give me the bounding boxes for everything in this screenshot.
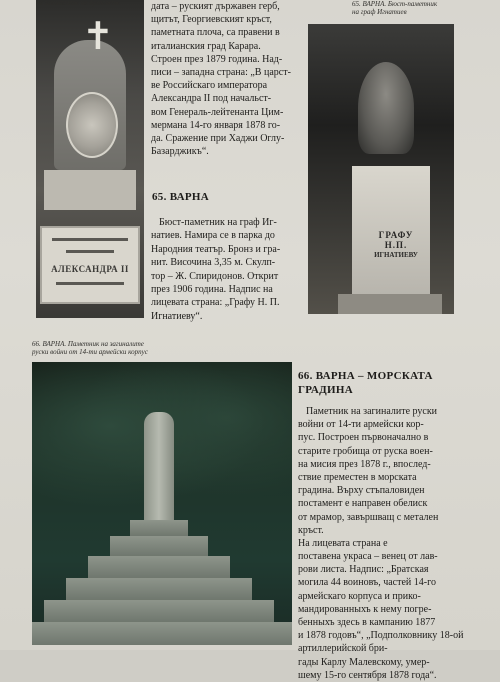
monument-step [88,556,230,578]
text-line: градина. Върху стъпаловиден [298,485,425,497]
text-line: щитът, Георгиевският кръст, [151,14,272,26]
inscription-line: Н.П. [384,240,408,251]
heading-line: ГРАДИНА [298,383,353,396]
top-text-column [151,0,303,158]
text-line: Народния театър. Бронз и гра- [151,243,281,255]
pedestal-inscription [368,230,424,259]
text-line: през 1906 година. Надпис на [151,283,273,295]
heading-line: 66. ВАРНА – МОРСКАТА [298,370,433,382]
text-line: лицевата страна: „Графу Н. П. [151,297,280,309]
section-66-body [298,405,464,682]
text-line: италианския град Карара. [151,40,261,52]
text-line: на мисия през 1878 г., впослед- [298,458,431,470]
caption-line: 66. ВАРНА. Паметник на загиналите [32,340,144,348]
top-left-caption: на загиналите на бреговете [36,0,120,7]
section-65-heading: 65. ВАРНА [152,191,210,203]
monument-step [44,600,274,622]
text-line: и 1878 годовъ“, „Подполковнику 18-ой [298,630,464,642]
text-line: войни от 14-ти армейски кор- [298,419,424,431]
text-line: да. Сражение при Хаджи Оглу- [151,132,285,144]
text-line: Александра II под начальст- [151,93,272,105]
text-line: могила 44 воиновъ, частей 14-го [298,577,436,589]
section-65-photo-caption [352,0,472,16]
caption-line: руски войни от 14-ти армейски корпус [32,348,148,357]
cross-icon: ✝ [82,16,114,58]
monument-step [32,622,292,645]
text-line: вом Генераль-лейтенанта Цим- [151,106,284,118]
memorial-plaque [40,226,140,304]
text-line: Строен през 1879 година. Над- [151,53,283,65]
text-line: Бюст-паметник на граф Иг- [159,217,277,228]
text-line: гады Карлу Малевскому, умер- [298,656,430,668]
text-line: постамент е направен обелиск [298,498,428,510]
text-line: мермана 14-го января 1878 го- [151,119,281,131]
text-line: На лицевата страна е [298,537,388,549]
text-line: бенныхъ здесь в кампанию 1877 [298,617,436,628]
text-line: Паметник на загиналите руски [306,406,438,417]
text-line: натиев. Намира се в парка до [151,230,275,242]
bust-sculpture [358,62,414,154]
monument-step [130,520,188,536]
caption-line: 65. ВАРНА. Бюст-паметник [352,0,438,8]
inscription-line: ГРАФУ [378,230,414,240]
text-line: поставена украса – венец от лав- [298,551,438,563]
monument-step [110,536,208,556]
text-line: писи – западна страна: „В царст- [151,66,291,78]
monument-plinth [44,170,136,210]
text-line: ствие преместен в морската [298,471,417,483]
bust-monument-photo [308,24,454,314]
text-line: нит. Височина 3,35 м. Скулп- [151,257,276,269]
text-line: армейскаго корпуса и прико- [298,590,421,602]
text-line: дата – руският държавен герб, [151,1,280,12]
monument-step [66,578,252,600]
monument-photo-top-left [36,0,144,318]
text-line: старите гробища от руска воен- [298,445,433,457]
text-line: от мрамор, завършващ с метален кръст. [298,511,439,536]
plaque-name-text: АЛЕКСАНДРА II [51,264,129,274]
marble-obelisk [144,412,174,522]
text-line: Игнатиеву“. [151,310,203,322]
text-line: шему 15-го сентября 1878 года“. [298,669,437,681]
text-line: паметната плоча, са правени в [151,27,280,39]
section-65-body [151,216,301,323]
text-line: Базарджикъ“. [151,146,209,158]
section-66-photo-caption [32,340,202,357]
section-66-heading [298,370,468,398]
text-line: ве Российскаго императора [151,80,268,92]
text-line: тор – Ж. Спиридонов. Открит [151,270,279,282]
coat-of-arms-relief [66,92,118,158]
text-line: пус. Построен първоначално в [298,432,429,444]
text-line: мандированныхъ к нему погре- [298,603,432,615]
pedestal-base [338,294,442,314]
obelisk-monument-photo [32,362,292,645]
text-line: артиллерийской бри- [298,643,388,655]
inscription-line: ИГНАТИЕВУ [374,250,418,259]
caption-line: на граф Игнатиев [352,8,407,17]
text-line: рови листа. Надпис: „Братская [298,564,429,576]
